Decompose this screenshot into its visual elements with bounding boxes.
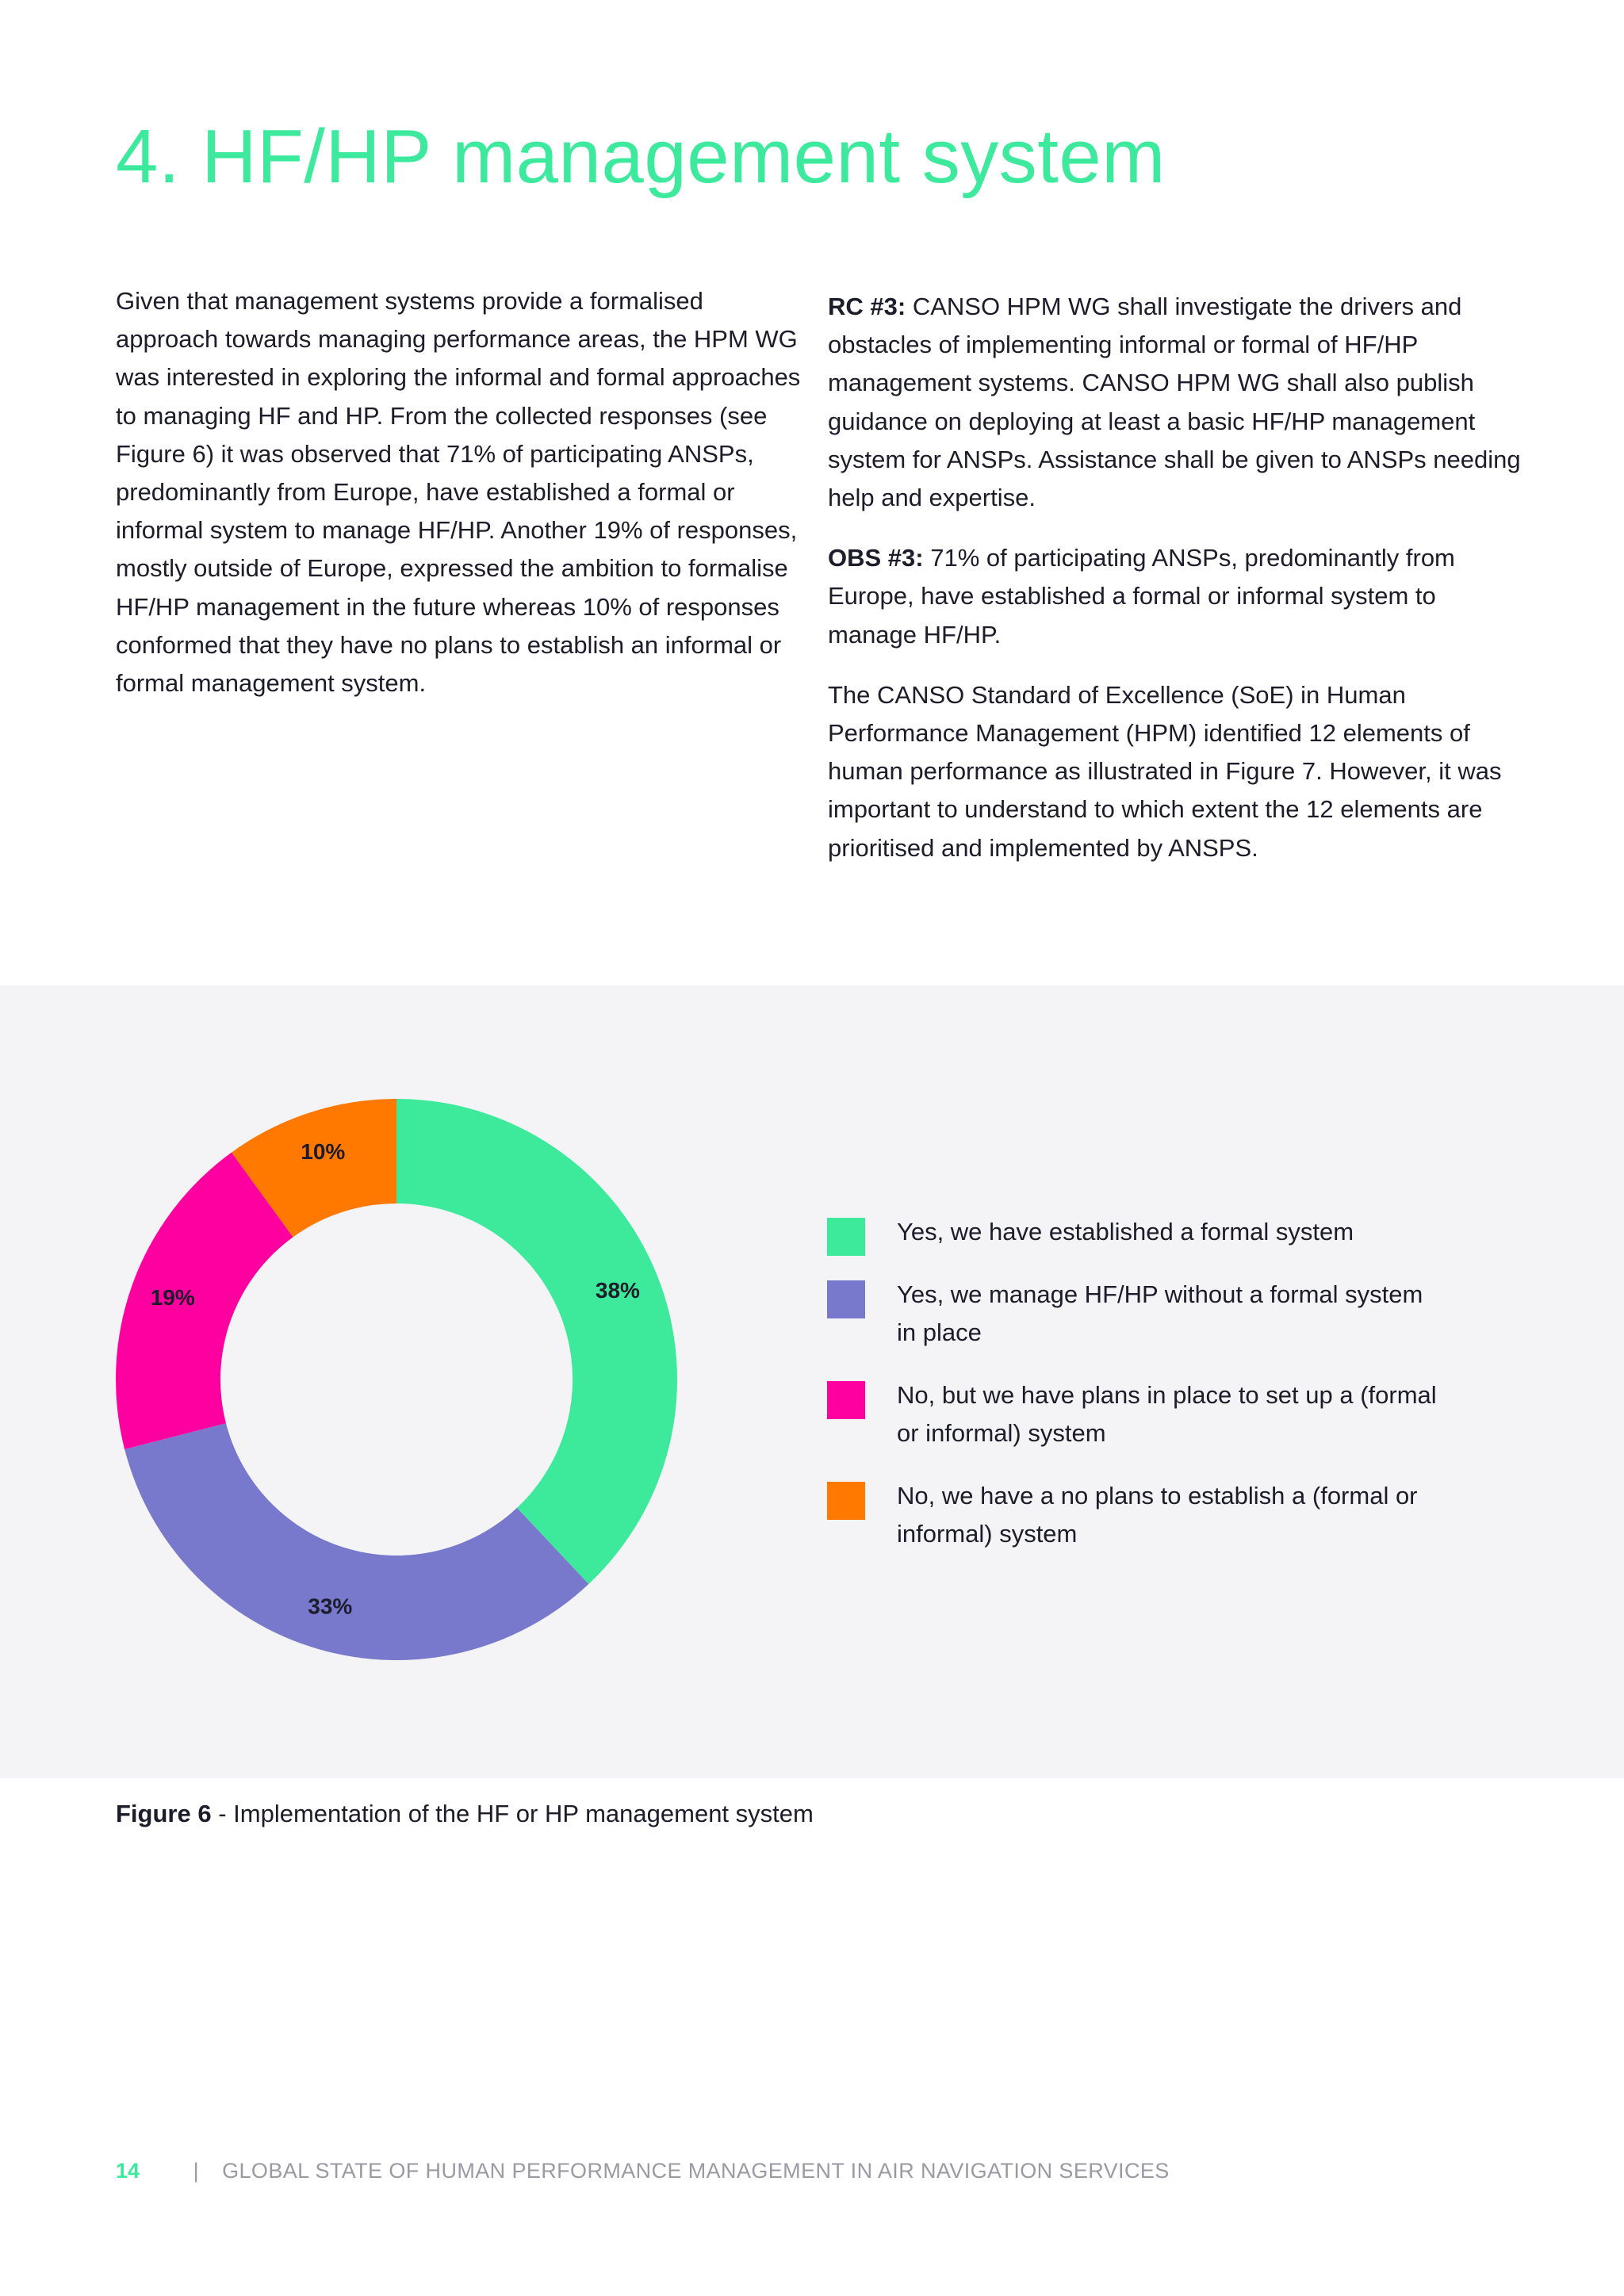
legend-label: Yes, we manage HF/HP without a formal system in place bbox=[897, 1280, 1423, 1346]
caption-text: - Implementation of the HF or HP management system bbox=[211, 1800, 814, 1827]
obs-label: OBS #3: bbox=[828, 544, 924, 572]
legend-item bbox=[827, 1213, 1446, 1252]
donut-data-label: 38% bbox=[595, 1277, 640, 1303]
legend-swatch bbox=[827, 1482, 865, 1520]
donut-slice bbox=[124, 1423, 588, 1660]
soe-paragraph: The CANSO Standard of Excellence (SoE) in Human Performance Management (HPM) identified 12 elements of human performance as illustrated in Figure 7. However, it was important to understand to which extent the 12 elements are prioritised and implemented by ANSPS. bbox=[828, 680, 1502, 862]
figure-caption bbox=[116, 1795, 814, 1833]
legend-item bbox=[827, 1477, 1446, 1554]
intro-paragraph: Given that management systems provide a formalised approach towards managing performance areas, the HPM WG was interested in exploring the informal and formal approaches to managing HF and HP. From the collected responses (see Figure 6) it was observed that 71% of participating ANSPs, predominantly from Europe, have established a formal or informal system to manage HF/HP. Another 19% of responses, mostly outside of Europe, expressed the ambition to formalise HF/HP management in the future whereas 10% of responses conformed that they have no plans to establish an informal or formal management system. bbox=[116, 287, 801, 698]
rc-label: RC #3: bbox=[828, 293, 906, 320]
obs-text: 71% of participating ANSPs, predominantly from Europe, have established a formal or informal system to manage HF/HP. bbox=[828, 544, 1455, 649]
donut-chart bbox=[111, 1094, 682, 1665]
chart-legend bbox=[827, 1213, 1446, 1578]
legend-swatch bbox=[827, 1280, 865, 1318]
observation-paragraph bbox=[828, 539, 1526, 654]
right-column bbox=[828, 288, 1526, 890]
donut-slice bbox=[396, 1099, 677, 1584]
donut-data-label: 10% bbox=[301, 1139, 346, 1165]
legend-label: Yes, we have established a formal system bbox=[897, 1218, 1354, 1246]
donut-data-label: 33% bbox=[308, 1594, 353, 1619]
legend-swatch bbox=[827, 1218, 865, 1256]
legend-item bbox=[827, 1276, 1446, 1353]
donut-data-label: 19% bbox=[150, 1284, 195, 1310]
legend-label: No, we have a no plans to establish a (formal or informal) system bbox=[897, 1481, 1418, 1548]
legend-swatch bbox=[827, 1381, 865, 1419]
left-column bbox=[116, 282, 806, 725]
caption-label: Figure 6 bbox=[116, 1800, 212, 1827]
legend-label: No, but we have plans in place to set up a (formal or informal) system bbox=[897, 1380, 1437, 1447]
donut-slices bbox=[116, 1099, 677, 1660]
legend-item bbox=[827, 1376, 1446, 1453]
page-footer bbox=[116, 2155, 1170, 2187]
footer-separator: | bbox=[193, 2159, 199, 2183]
recommendation-paragraph bbox=[828, 288, 1526, 517]
page-title: 4. HF/HP management system bbox=[116, 114, 1166, 199]
rc-text: CANSO HPM WG shall investigate the drivers and obstacles of implementing informal or formal of HF/HP management systems. CANSO HPM WG shall also publish guidance on deploying at least a basic HF/HP management system for ANSPs. Assistance shall be given to ANSPs needing help and expertise. bbox=[828, 293, 1521, 512]
page-number: 14 bbox=[116, 2159, 140, 2183]
footer-title: GLOBAL STATE OF HUMAN PERFORMANCE MANAGEMENT IN AIR NAVIGATION SERVICES bbox=[222, 2159, 1170, 2183]
